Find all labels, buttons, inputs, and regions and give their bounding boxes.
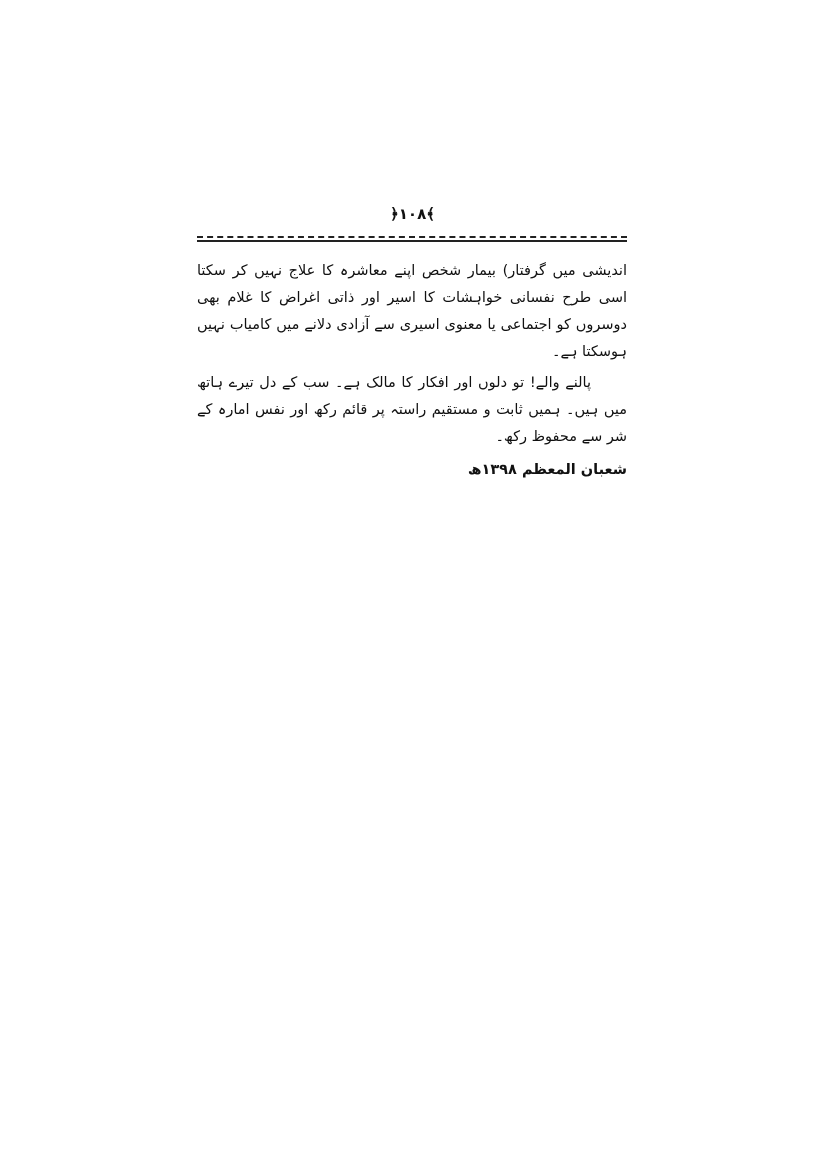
paragraph-2: پالنے والے! تو دلوں اور افکار کا مالک ہے۔ سب کے دل تیرے ہاتھ میں ہیں۔ ہمیں ثابت و مستقیم راستہ پر قائم رکھ اور نفس امارہ کے شر سے محفوظ رکھ۔	[197, 375, 627, 445]
paragraph-1: اندیشی میں گرفتار) بیمار شخص اپنے معاشرہ کا علاج نہیں کر سکتا اسی طرح نفسانی خواہشات کا اسیر اور ذاتی اغراض کا غلام بھی دوسروں کو اجتماعی یا معنوی اسیری سے آزادی دلانے میں کامیاب نہیں ہوسکتا ہے۔	[197, 263, 627, 360]
header-divider-solid	[197, 240, 627, 242]
header-divider-dashed	[197, 236, 627, 238]
page-body	[197, 258, 627, 484]
page-number: ﴿۱۰۸﴾	[389, 205, 436, 223]
date-line: شعبان المعظم ۱۳۹۸ھ	[467, 462, 627, 478]
